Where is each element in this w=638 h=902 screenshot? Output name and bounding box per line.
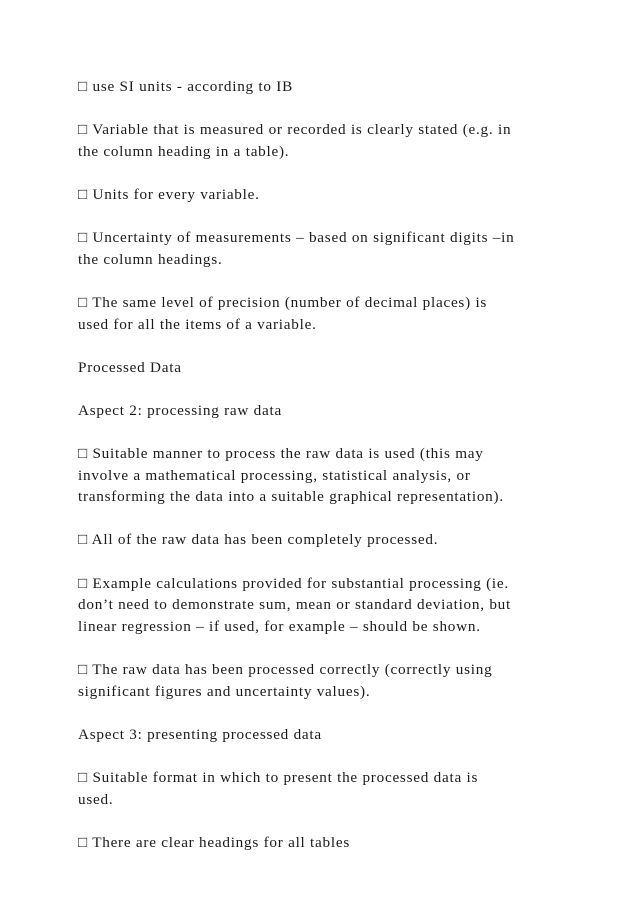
text-line: don’t need to demonstrate sum, mean or standard deviation, but [78, 596, 511, 614]
heading-text: Aspect 2: processing raw data [78, 401, 282, 419]
text-line: used. [78, 790, 114, 808]
text-line: □ There are clear headings for all tables [78, 833, 350, 851]
text-line: the column headings. [78, 250, 223, 268]
text-line: the column heading in a table). [78, 142, 290, 160]
checklist-item-clear-headings [78, 832, 578, 854]
text-line: □ Variable that is measured or recorded is clearly stated (e.g. in [78, 121, 512, 139]
aspect-heading-processing [78, 400, 578, 422]
heading-text: Aspect 3: presenting processed data [78, 725, 322, 743]
text-line: □ use SI units - according to IB [78, 78, 293, 95]
text-line: □ Example calculations provided for substantial processing (ie. [78, 574, 509, 592]
checklist-item-suitable-manner [78, 443, 578, 508]
section-heading-processed-data [78, 357, 578, 379]
aspect-heading-presenting [78, 724, 578, 746]
checklist-item-processed-correctly [78, 659, 578, 702]
text-line: □ Uncertainty of measurements – based on significant digits –in [78, 229, 515, 247]
text-line: transforming the data into a suitable graphical representation). [78, 488, 504, 506]
checklist-item-units [78, 184, 578, 206]
text-line: □ The raw data has been processed correctly (correctly using [78, 661, 493, 679]
checklist-item-example-calculations [78, 573, 578, 638]
checklist-item-si-units [78, 76, 578, 98]
text-line: linear regression – if used, for example – should be shown. [78, 617, 481, 635]
text-line: □ All of the raw data has been completely processed. [78, 531, 439, 549]
text-line: □ Suitable format in which to present the processed data is [78, 769, 479, 786]
checklist-item-suitable-format [78, 767, 578, 810]
text-line: significant figures and uncertainty values). [78, 682, 371, 700]
checklist-item-uncertainty [78, 227, 578, 270]
document-body [78, 76, 578, 875]
checklist-item-variable-stated [78, 119, 578, 162]
checklist-item-completely-processed [78, 529, 578, 551]
text-line: □ The same level of precision (number of decimal places) is [78, 293, 488, 311]
heading-text: Processed Data [78, 358, 182, 376]
text-line: involve a mathematical processing, statistical analysis, or [78, 466, 471, 484]
text-line: □ Suitable manner to process the raw data is used (this may [78, 445, 484, 463]
text-line: used for all the items of a variable. [78, 315, 317, 333]
checklist-item-precision [78, 292, 578, 335]
text-line: □ Units for every variable. [78, 185, 260, 203]
